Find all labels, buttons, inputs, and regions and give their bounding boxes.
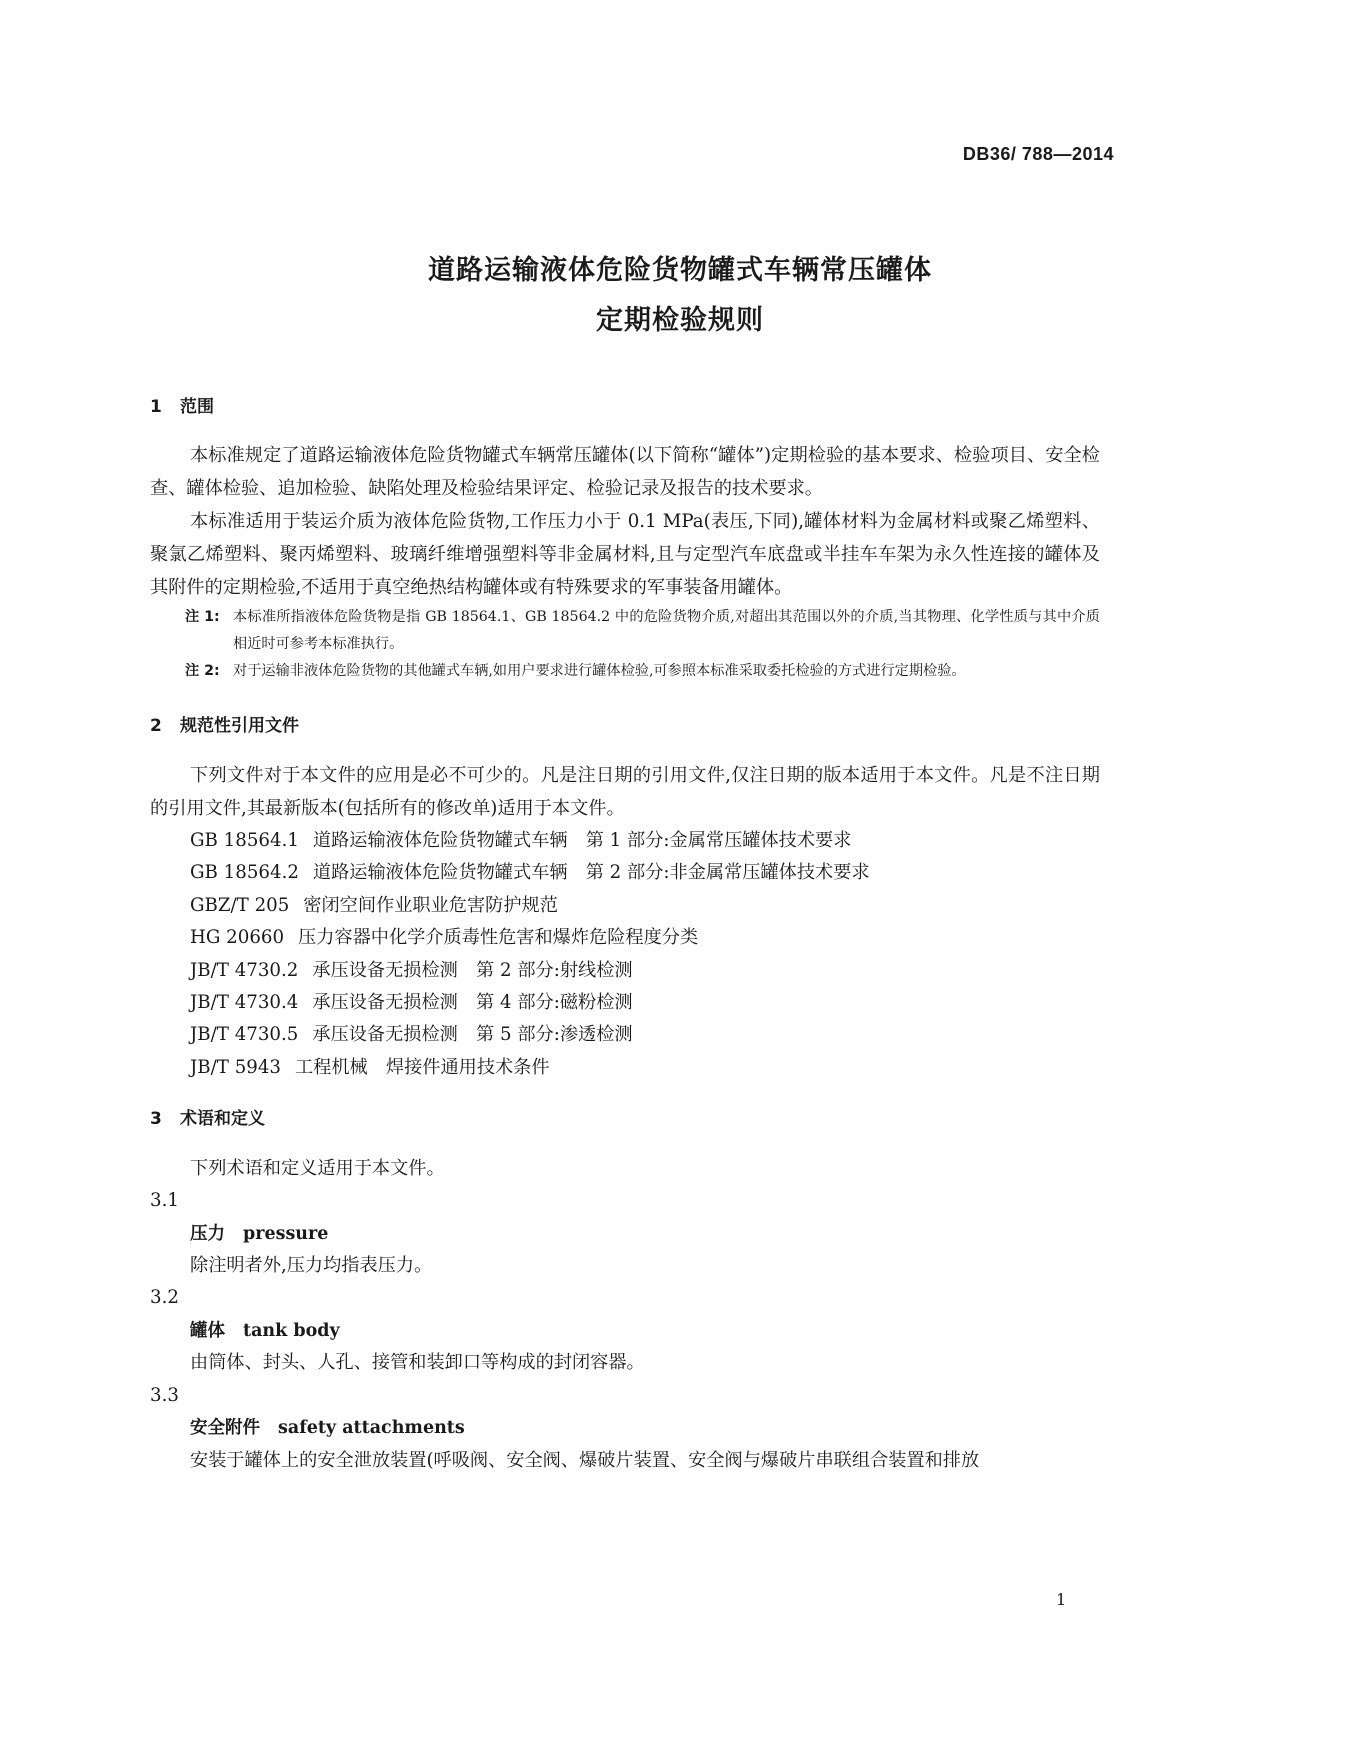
reference-title: 密闭空间作业职业危害防护规范 bbox=[303, 894, 558, 916]
terms-intro: 下列术语和定义适用于本文件。 bbox=[190, 1158, 445, 1180]
reference-item bbox=[150, 922, 1100, 954]
title-line-1: 道路运输液体危险货物罐式车辆常压罐体 bbox=[428, 255, 932, 286]
reference-item bbox=[150, 1052, 1100, 1084]
section-number: 2 bbox=[150, 716, 162, 736]
normative-intro: 下列文件对于本文件的应用是必不可少的。凡是注日期的引用文件,仅注日期的版本适用于本文件。凡是不注日期的引用文件,其最新版本(包括所有的修改单)适用于本文件。 bbox=[150, 765, 1100, 819]
note-2-label: 注 2: bbox=[185, 663, 220, 679]
term-name-zh: 压力 bbox=[190, 1223, 225, 1244]
note-2 bbox=[150, 658, 1100, 685]
note-1-label: 注 1: bbox=[185, 609, 220, 625]
term-name-zh: 安全附件 bbox=[190, 1418, 260, 1439]
scope-paragraph-2: 本标准适用于装运介质为液体危险货物,工作压力小于 0.1 MPa(表压,下同),罐体材料为金属材料或聚乙烯塑料、聚氯乙烯塑料、聚丙烯塑料、玻璃纤维增强塑料等非金属材料,且与定型汽车底盘或半挂车车架为永久性连接的罐体及其附件的定期检验,不适用于真空绝热结构罐体或有特殊要求的军事装备用罐体。 bbox=[150, 511, 1100, 598]
reference-item bbox=[150, 1019, 1100, 1051]
section-heading-terms bbox=[150, 1106, 1100, 1132]
term-definition: 安装于罐体上的安全泄放装置(呼吸阀、安全阀、爆破片装置、安全阀与爆破片串联组合装置和排放 bbox=[190, 1449, 980, 1471]
term-entry bbox=[150, 1185, 1100, 1282]
title-line-2: 定期检验规则 bbox=[596, 305, 764, 336]
term-number: 3.2 bbox=[150, 1287, 179, 1309]
term-name bbox=[150, 1218, 1100, 1250]
reference-title: 承压设备无损检测 第 5 部分:渗透检测 bbox=[312, 1024, 633, 1046]
reference-code: GB 18564.1 bbox=[190, 830, 299, 851]
section-number: 3 bbox=[150, 1109, 162, 1130]
reference-list bbox=[150, 825, 1100, 1084]
reference-item bbox=[150, 890, 1100, 922]
reference-title: 承压设备无损检测 第 4 部分:磁粉检测 bbox=[312, 992, 633, 1014]
reference-code: GB 18564.2 bbox=[190, 862, 299, 884]
reference-title: 承压设备无损检测 第 2 部分:射线检测 bbox=[312, 959, 633, 981]
section-title: 范围 bbox=[180, 397, 214, 417]
document-body bbox=[150, 394, 1100, 1477]
section-number: 1 bbox=[150, 397, 162, 417]
term-name-en: safety attachments bbox=[278, 1418, 465, 1439]
reference-title: 工程机械 焊接件通用技术条件 bbox=[294, 1056, 550, 1078]
section-heading-scope bbox=[150, 394, 1100, 420]
section-heading-normative bbox=[150, 713, 1100, 739]
scope-paragraph-1: 本标准规定了道路运输液体危险货物罐式车辆常压罐体(以下简称“罐体”)定期检验的基本要求、检验项目、安全检查、罐体检验、追加检验、缺陷处理及检验结果评定、检验记录及报告的技术要求。 bbox=[150, 445, 1100, 499]
term-number: 3.1 bbox=[150, 1190, 179, 1212]
section-title: 规范性引用文件 bbox=[180, 716, 299, 736]
standard-code: DB36/ 788—2014 bbox=[962, 144, 1114, 164]
reference-code: JB/T 5943 bbox=[190, 1056, 281, 1078]
term-name-zh: 罐体 bbox=[190, 1320, 225, 1341]
reference-item bbox=[150, 987, 1100, 1019]
term-name bbox=[150, 1315, 1100, 1347]
document-title bbox=[0, 246, 1360, 346]
term-entry bbox=[150, 1282, 1100, 1379]
reference-title: 道路运输液体危险货物罐式车辆 第 2 部分:非金属常压罐体技术要求 bbox=[312, 862, 870, 884]
reference-title: 压力容器中化学介质毒性危害和爆炸危险程度分类 bbox=[298, 927, 699, 949]
note-2-text: 对于运输非液体危险货物的其他罐式车辆,如用户要求进行罐体检验,可参照本标准采取委托检验的方式进行定期检验。 bbox=[233, 663, 966, 679]
reference-item bbox=[150, 857, 1100, 889]
note-1-text: 本标准所指液体危险货物是指 GB 18564.1、GB 18564.2 中的危险货物介质,对超出其范围以外的介质,当其物理、化学性质与其中介质相近时可参考本标准执行。 bbox=[233, 609, 1100, 652]
term-name bbox=[150, 1412, 1100, 1444]
reference-item bbox=[150, 955, 1100, 987]
reference-title: 道路运输液体危险货物罐式车辆 第 1 部分:金属常压罐体技术要求 bbox=[312, 830, 852, 851]
term-definition: 除注明者外,压力均指表压力。 bbox=[190, 1255, 433, 1277]
term-number: 3.3 bbox=[150, 1384, 179, 1406]
reference-code: JB/T 4730.2 bbox=[190, 959, 299, 981]
reference-code: HG 20660 bbox=[190, 927, 285, 949]
term-name-en: tank body bbox=[243, 1320, 340, 1341]
reference-item bbox=[150, 825, 1100, 857]
reference-code: JB/T 4730.4 bbox=[190, 992, 299, 1014]
term-name-en: pressure bbox=[243, 1223, 329, 1244]
note-1 bbox=[150, 604, 1100, 658]
term-entry bbox=[150, 1380, 1100, 1477]
reference-code: JB/T 4730.5 bbox=[190, 1024, 299, 1046]
reference-code: GBZ/T 205 bbox=[190, 894, 290, 916]
section-title: 术语和定义 bbox=[180, 1109, 265, 1130]
term-definition: 由筒体、封头、人孔、接管和装卸口等构成的封闭容器。 bbox=[190, 1352, 645, 1374]
page-number: 1 bbox=[1056, 1590, 1067, 1609]
